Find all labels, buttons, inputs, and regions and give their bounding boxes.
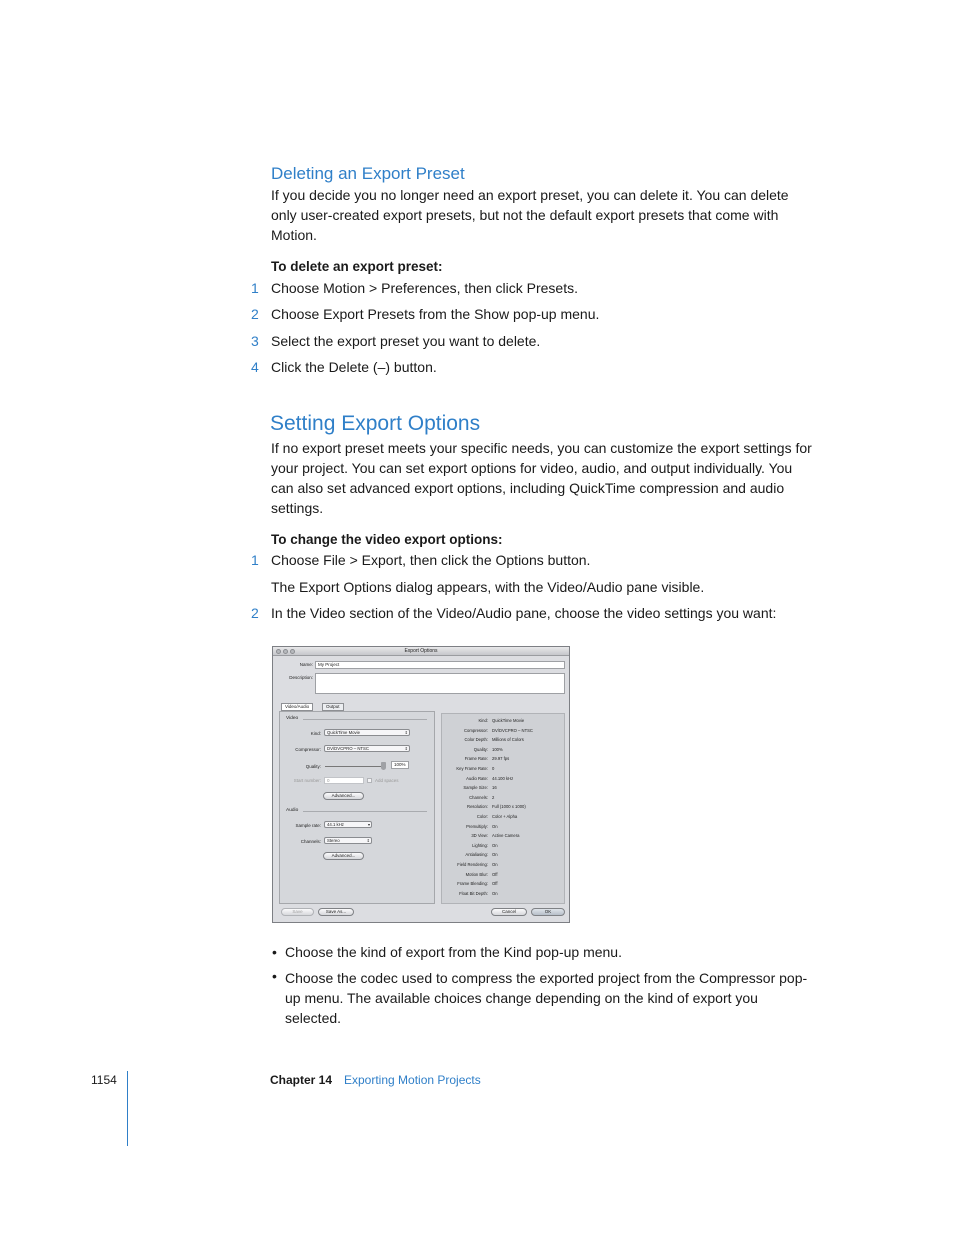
video-advanced-button[interactable]: Advanced... [323, 792, 364, 800]
summary-row: 3D View: Active Camera [471, 833, 520, 839]
video-audio-pane [279, 711, 435, 904]
compressor-value: DV/DVCPRO – NTSC [327, 746, 370, 751]
start-number-label: Start number: [293, 778, 321, 783]
footer-divider [127, 1071, 128, 1146]
summary-row: Quality: 100% [473, 746, 503, 752]
tab-video-audio[interactable]: Video/Audio [281, 703, 313, 711]
summary-row: Field Rendering: On [457, 862, 498, 867]
step-text: Select the export preset you want to delete. [271, 333, 541, 349]
audio-advanced-button[interactable]: Advanced... [323, 852, 364, 860]
bullet-line: Choose the codec used to compress the exported project from the Compressor pop- [285, 970, 808, 986]
step-text: Choose File > Export, then click the Options button. [271, 552, 591, 568]
chapter-label: Chapter 14 [270, 1073, 333, 1087]
step-text: In the Video section of the Video/Audio pane, choose the video settings you want: [271, 605, 777, 621]
section-heading-deleting-preset: Deleting an Export Preset [271, 164, 465, 183]
summary-row: Frame Blending: Off [457, 881, 498, 887]
step-text: Choose Export Presets from the Show pop-up menu. [271, 306, 600, 322]
step-number: 2 [251, 306, 259, 322]
compressor-label: Compressor: [295, 747, 321, 752]
bullet-line: selected. [285, 1010, 342, 1026]
quality-field[interactable]: 100% [391, 761, 409, 769]
name-label: Name: [299, 662, 313, 667]
summary-row: Antialiasing: On [465, 852, 498, 858]
summary-row: Compressor: DV/DVCPRO – NTSC [464, 727, 533, 733]
intro-line: If you decide you no longer need an export preset, you can delete it. You can delete [271, 187, 789, 203]
summary-row: Float Bit Depth: On [459, 890, 498, 896]
channels-popup[interactable] [324, 837, 372, 844]
chapter-title: Exporting Motion Projects [344, 1073, 481, 1087]
name-field[interactable]: My Project [315, 661, 565, 669]
kind-popup[interactable] [324, 729, 410, 736]
quality-slider-thumb[interactable] [381, 762, 386, 770]
section1-intro [271, 185, 789, 245]
intro-line: settings. [271, 500, 324, 516]
bullet-marker: • [272, 944, 277, 960]
sample-rate-combo[interactable] [324, 821, 372, 828]
dialog-titlebar [273, 647, 569, 656]
sample-rate-value: 44.1 kHz [327, 822, 344, 827]
section-heading-export-options: Setting Export Options [270, 412, 481, 435]
chevron-updown-icon: ⇕ [404, 746, 408, 751]
intro-line: Motion. [271, 227, 317, 243]
procedure-title: To delete an export preset: [271, 259, 443, 274]
step-text: Choose Motion > Preferences, then click Presets. [271, 280, 578, 296]
step-number: 2 [251, 605, 259, 621]
audio-section-title: Audio [286, 808, 299, 813]
summary-row: Premultiply: On [466, 823, 498, 829]
summary-row: Sample Size: 16 [463, 785, 497, 791]
summary-row: Kind: QuickTime Movie [478, 718, 525, 723]
summary-row: Color: Color + Alpha [476, 814, 518, 819]
bullet-marker: • [272, 968, 277, 984]
step-number: 4 [251, 359, 259, 375]
chevron-updown-icon: ⇕ [366, 838, 370, 843]
cancel-button[interactable]: Cancel [491, 908, 527, 916]
compressor-popup[interactable] [324, 745, 410, 752]
divider [303, 719, 427, 720]
summary-row: Color Depth: Millions of Colors [464, 737, 524, 743]
step-number: 1 [251, 552, 259, 568]
tab-output[interactable]: Output [322, 703, 344, 711]
bullet-text: Choose the kind of export from the Kind pop-up menu. [285, 944, 622, 960]
description-field[interactable] [315, 673, 565, 694]
summary-row: Channels: 2 [469, 794, 495, 800]
summary-row: Key Frame Rate: 0 [456, 766, 495, 771]
channels-label: Channels: [300, 839, 321, 844]
step-number: 1 [251, 280, 259, 296]
summary-row: Resolution: Full (1000 x 1000) [467, 804, 526, 810]
intro-line: If no export preset meets your specific needs, you can customize the export settings for [271, 440, 812, 456]
chevron-down-icon: ▾ [367, 822, 370, 827]
summary-row: Audio Rate: 44.100 kHz [466, 775, 514, 781]
summary-row: Frame Rate: 29.97 fps [464, 756, 510, 762]
dialog-title: Export Options [404, 648, 438, 654]
kind-label: Kind: [310, 731, 321, 736]
video-section-title: Video [286, 716, 299, 721]
ok-button[interactable]: OK [531, 908, 565, 916]
step-number: 3 [251, 333, 259, 349]
settings-summary [441, 713, 565, 904]
kind-value: QuickTime Movie [327, 730, 361, 735]
summary-row: Motion Blur: Off [465, 871, 498, 877]
bullet-line: up menu. The available choices change depending on the kind of export you [285, 990, 758, 1006]
start-number-field[interactable]: 0 [324, 777, 364, 784]
quality-slider-track[interactable] [325, 766, 385, 767]
summary-row: Lighting: On [472, 842, 498, 848]
page-number: 1154 [91, 1073, 117, 1087]
description-label: Description: [289, 675, 313, 680]
section2-intro [271, 438, 812, 518]
export-options-dialog [272, 646, 570, 923]
procedure-title: To change the video export options: [271, 532, 503, 547]
intro-line: your project. You can set export options for video, audio, and output individually. You [271, 460, 793, 476]
intro-line: only user-created export presets, but not the default export presets that come with [271, 207, 779, 223]
step-text: Click the Delete (–) button. [271, 359, 437, 375]
add-spaces-checkbox[interactable] [367, 778, 372, 783]
channels-value: Stereo [327, 838, 340, 843]
divider [303, 811, 427, 812]
step-note: The Export Options dialog appears, with the Video/Audio pane visible. [271, 579, 705, 595]
save-as-button[interactable]: Save As... [318, 908, 354, 916]
chevron-updown-icon: ⇕ [404, 730, 408, 735]
quality-label: Quality: [305, 764, 321, 769]
intro-line: can also set advanced export options, including QuickTime compression and audio [271, 480, 785, 496]
bullet-text [285, 968, 807, 1028]
sample-rate-label: Sample rate: [295, 823, 321, 828]
save-button[interactable]: Save [281, 908, 314, 916]
add-spaces-label: Add spaces [375, 778, 399, 783]
